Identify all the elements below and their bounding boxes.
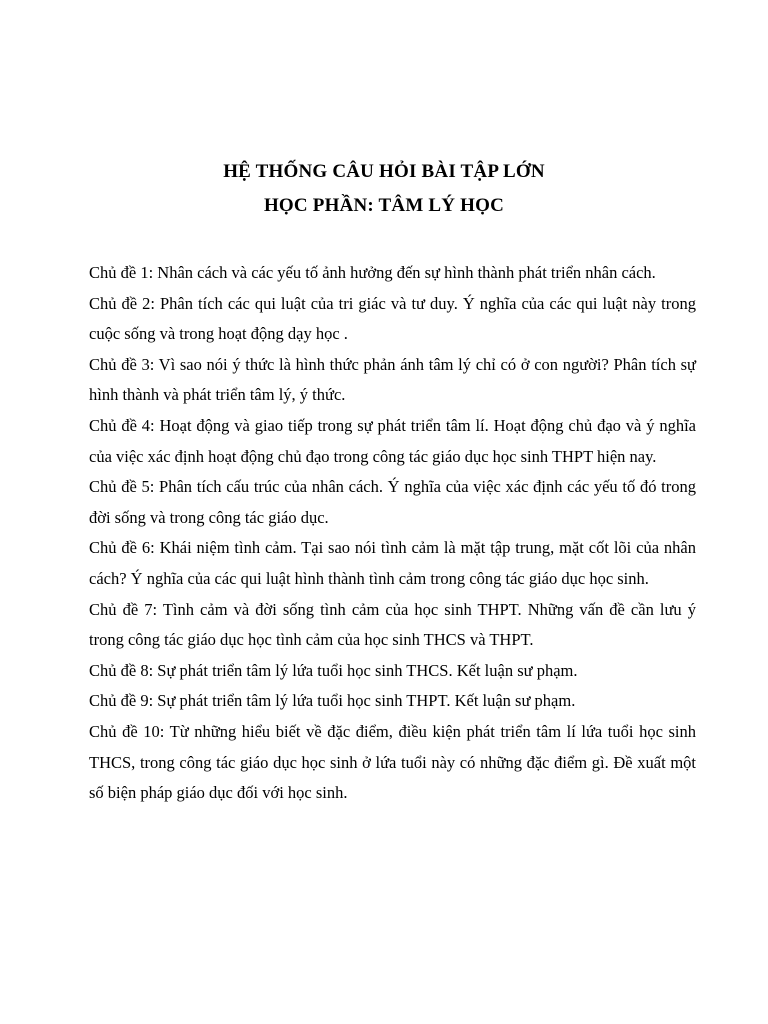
topic-10: Chủ đề 10: Từ những hiểu biết về đặc điểm, điều kiện phát triển tâm lí lứa tuổi học sinh THCS, trong công tác giáo dục học sinh ở lứa tuổi này có những đặc điểm gì. Đề xuất một số biện pháp giáo dục đối với học sinh. [89, 721, 696, 803]
document-title [0, 155, 768, 223]
topic-1: Chủ đề 1: Nhân cách và các yếu tố ảnh hưởng đến sự hình thành phát triển nhân cách. [89, 263, 656, 282]
topic-7: Chủ đề 7: Tình cảm và đời sống tình cảm của học sinh THPT. Những vấn đề cần lưu ý trong công tác giáo dục học tình cảm của học sinh THCS và THPT. [89, 599, 696, 650]
title-line-2: HỌC PHẦN: TÂM LÝ HỌC [263, 195, 505, 216]
topic-8: Chủ đề 8: Sự phát triển tâm lý lứa tuổi học sinh THCS. Kết luận sư phạm. [89, 660, 578, 680]
topic-6: Chủ đề 6: Khái niệm tình cảm. Tại sao nói tình cảm là mặt tập trung, mặt cốt lõi của nhân cách? Ý nghĩa của các qui luật hình thành tình cảm trong công tác giáo dục học sinh. [89, 538, 696, 588]
topic-5: Chủ đề 5: Phân tích cấu trúc của nhân cách. Ý nghĩa của việc xác định các yếu tố đó trong đời sống và trong công tác giáo dục. [89, 477, 696, 527]
topic-9: Chủ đề 9: Sự phát triển tâm lý lứa tuổi học sinh THPT. Kết luận sư phạm. [89, 691, 576, 711]
topic-4: Chủ đề 4: Hoạt động và giao tiếp trong sự phát triển tâm lí. Hoạt động chủ đạo và ý nghĩa của việc xác định hoạt động chủ đạo trong công tác giáo dục học sinh THPT hiện nay. [89, 415, 696, 466]
topic-list [89, 258, 696, 809]
title-line-1: HỆ THỐNG CÂU HỎI BÀI TẬP LỚN [223, 161, 545, 182]
topic-3: Chủ đề 3: Vì sao nói ý thức là hình thức phản ánh tâm lý chỉ có ở con người? Phân tích sự hình thành và phát triển tâm lý, ý thức. [89, 354, 696, 405]
topic-2: Chủ đề 2: Phân tích các qui luật của tri giác và tư duy. Ý nghĩa của các qui luật này trong cuộc sống và trong hoạt động dạy học . [89, 293, 696, 344]
